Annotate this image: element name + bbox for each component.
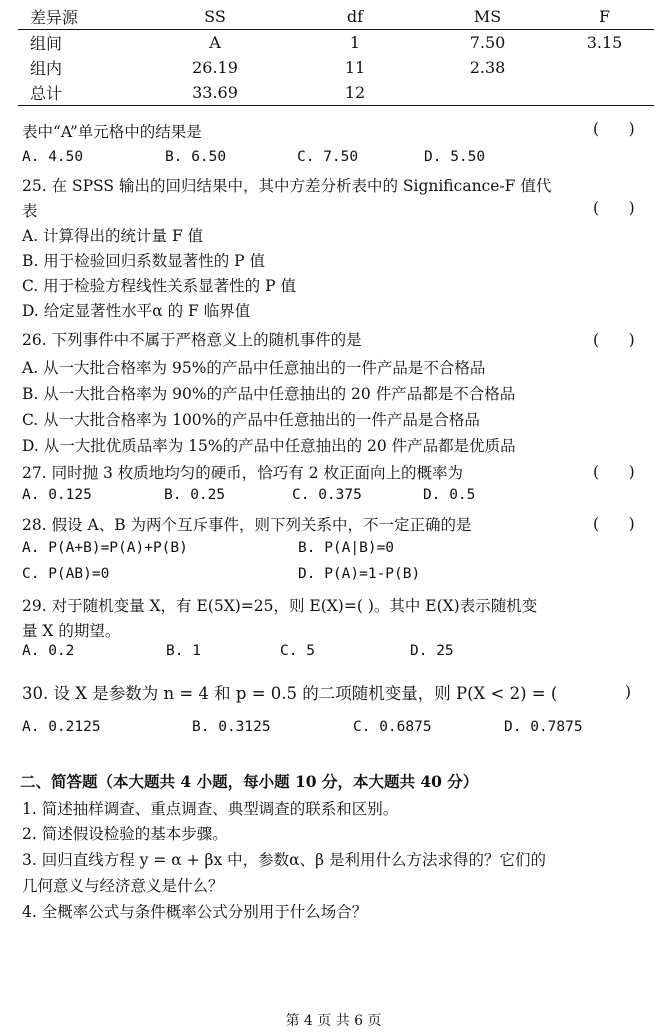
option-d: D. 0.5: [423, 487, 476, 503]
option-a: A. P(A+B)=P(A)+P(B): [22, 540, 188, 556]
option-c: C. 7.50: [297, 149, 359, 165]
table-cell: 26.19: [192, 58, 238, 77]
option-b: B. 0.3125: [192, 719, 271, 735]
option-c: C. 从一大批合格率为 100%的产品中任意抽出的一件产品是合格品: [22, 411, 480, 429]
table-cell: 总计: [30, 84, 63, 103]
option-d: D. 0.7875: [504, 719, 583, 735]
option-b: B. 6.50: [165, 149, 227, 165]
anova-table: [18, 4, 654, 106]
question-30-stem: 30. 设 X 是参数为 n = 4 和 p = 0.5 的二项随机变量，则 P(X < 2) = (: [22, 684, 558, 703]
answer-paren: ( ): [593, 331, 635, 349]
answer-paren: ( ): [593, 463, 635, 481]
question-27-stem: 27. 同时抛 3 枚质地均匀的硬币，恰巧有 2 枚正面向上的概率为: [22, 464, 464, 482]
option-c: C. 0.375: [292, 487, 362, 503]
header-cell: MS: [473, 7, 502, 26]
option-b: B. 用于检验回归系数显著性的 P 值: [22, 252, 266, 270]
question-stem-a: 表中“A”单元格中的结果是: [22, 123, 202, 141]
option-d: D. 给定显著性水平α 的 F 临界值: [22, 302, 251, 320]
table-cell: [555, 55, 654, 80]
option-c: C. 0.6875: [353, 719, 432, 735]
page-footer: 第 4 页 共 6 页: [285, 1013, 382, 1029]
section-heading: 二、简答题（本大题共 4 小题，每小题 10 分，本大题共 40 分）: [20, 772, 479, 791]
answer-paren: ( ): [593, 120, 635, 138]
question-28-stem: 28. 假设 A、B 为两个互斥事件，则下列关系中，不一定正确的是: [22, 516, 472, 534]
answer-paren: ( ): [593, 515, 635, 533]
table-cell: A: [209, 33, 221, 52]
short-answer-item: 1. 简述抽样调查、重点调查、典型调查的联系和区别。: [22, 800, 399, 818]
option-c: C. P(AB)=0: [22, 566, 110, 582]
header-cell: F: [598, 7, 611, 26]
header-cell: 差异源: [30, 8, 79, 27]
option-d: D. P(A)=1-P(B): [298, 566, 421, 582]
question-26-stem: 26. 下列事件中不属于严格意义上的随机事件的是: [22, 331, 362, 349]
short-answer-item: 2. 简述假设检验的基本步骤。: [22, 825, 228, 843]
table-cell: 3.15: [586, 33, 623, 52]
option-a: A. 0.2125: [22, 719, 101, 735]
option-c: C. 5: [280, 643, 315, 659]
option-a: A. 计算得出的统计量 F 值: [22, 227, 204, 245]
answer-paren: ( ): [593, 199, 635, 217]
table-cell: 组间: [30, 34, 63, 53]
table-header-row: [18, 4, 654, 30]
option-b: B. 1: [166, 643, 201, 659]
option-d: D. 5.50: [424, 149, 486, 165]
option-a: A. 0.2: [22, 643, 75, 659]
table-cell: [555, 80, 654, 106]
option-b: B. P(A|B)=0: [298, 540, 395, 556]
answer-paren: ): [625, 683, 632, 701]
question-29-stem: 29. 对于随机变量 X，有 E(5X)=25，则 E(X)=( )。其中 E(X)表示随机变: [22, 597, 538, 615]
option-a: A. 4.50: [22, 149, 84, 165]
table-cell: 33.69: [192, 83, 238, 102]
header-cell: df: [346, 7, 364, 26]
table-cell: 11: [344, 58, 366, 77]
option-b: B. 从一大批合格率为 90%的产品中任意抽出的 20 件产品都是不合格品: [22, 385, 516, 403]
table-row: [18, 30, 654, 56]
option-a: A. 0.125: [22, 487, 92, 503]
question-25-stem-cont: 表: [22, 202, 38, 220]
question-29-stem-cont: 量 X 的期望。: [22, 622, 121, 640]
table-cell: 组内: [30, 59, 63, 78]
short-answer-item: 几何意义与经济意义是什么？: [22, 877, 224, 895]
short-answer-item: 3. 回归直线方程 y = α + βx 中，参数α、β 是利用什么方法求得的？它们的: [22, 851, 547, 869]
option-a: A. 从一大批合格率为 95%的产品中任意抽出的一件产品是不合格品: [22, 359, 486, 377]
header-cell: SS: [204, 7, 226, 26]
table-row: [18, 80, 654, 106]
option-d: D. 25: [410, 643, 454, 659]
table-cell: [420, 80, 555, 106]
table-row: [18, 55, 654, 80]
option-b: B. 0.25: [164, 487, 226, 503]
question-25-stem: 25. 在 SPSS 输出的回归结果中，其中方差分析表中的 Significance-F 值代: [22, 177, 552, 195]
table-cell: 12: [344, 83, 366, 102]
table-cell: 7.50: [469, 33, 506, 52]
option-d: D. 从一大批优质品率为 15%的产品中任意抽出的 20 件产品都是优质品: [22, 437, 516, 455]
table-cell: 2.38: [469, 58, 506, 77]
short-answer-item: 4. 全概率公式与条件概率公式分别用于什么场合？: [22, 903, 368, 921]
table-cell: 1: [349, 33, 361, 52]
option-c: C. 用于检验方程线性关系显著性的 P 值: [22, 277, 296, 295]
